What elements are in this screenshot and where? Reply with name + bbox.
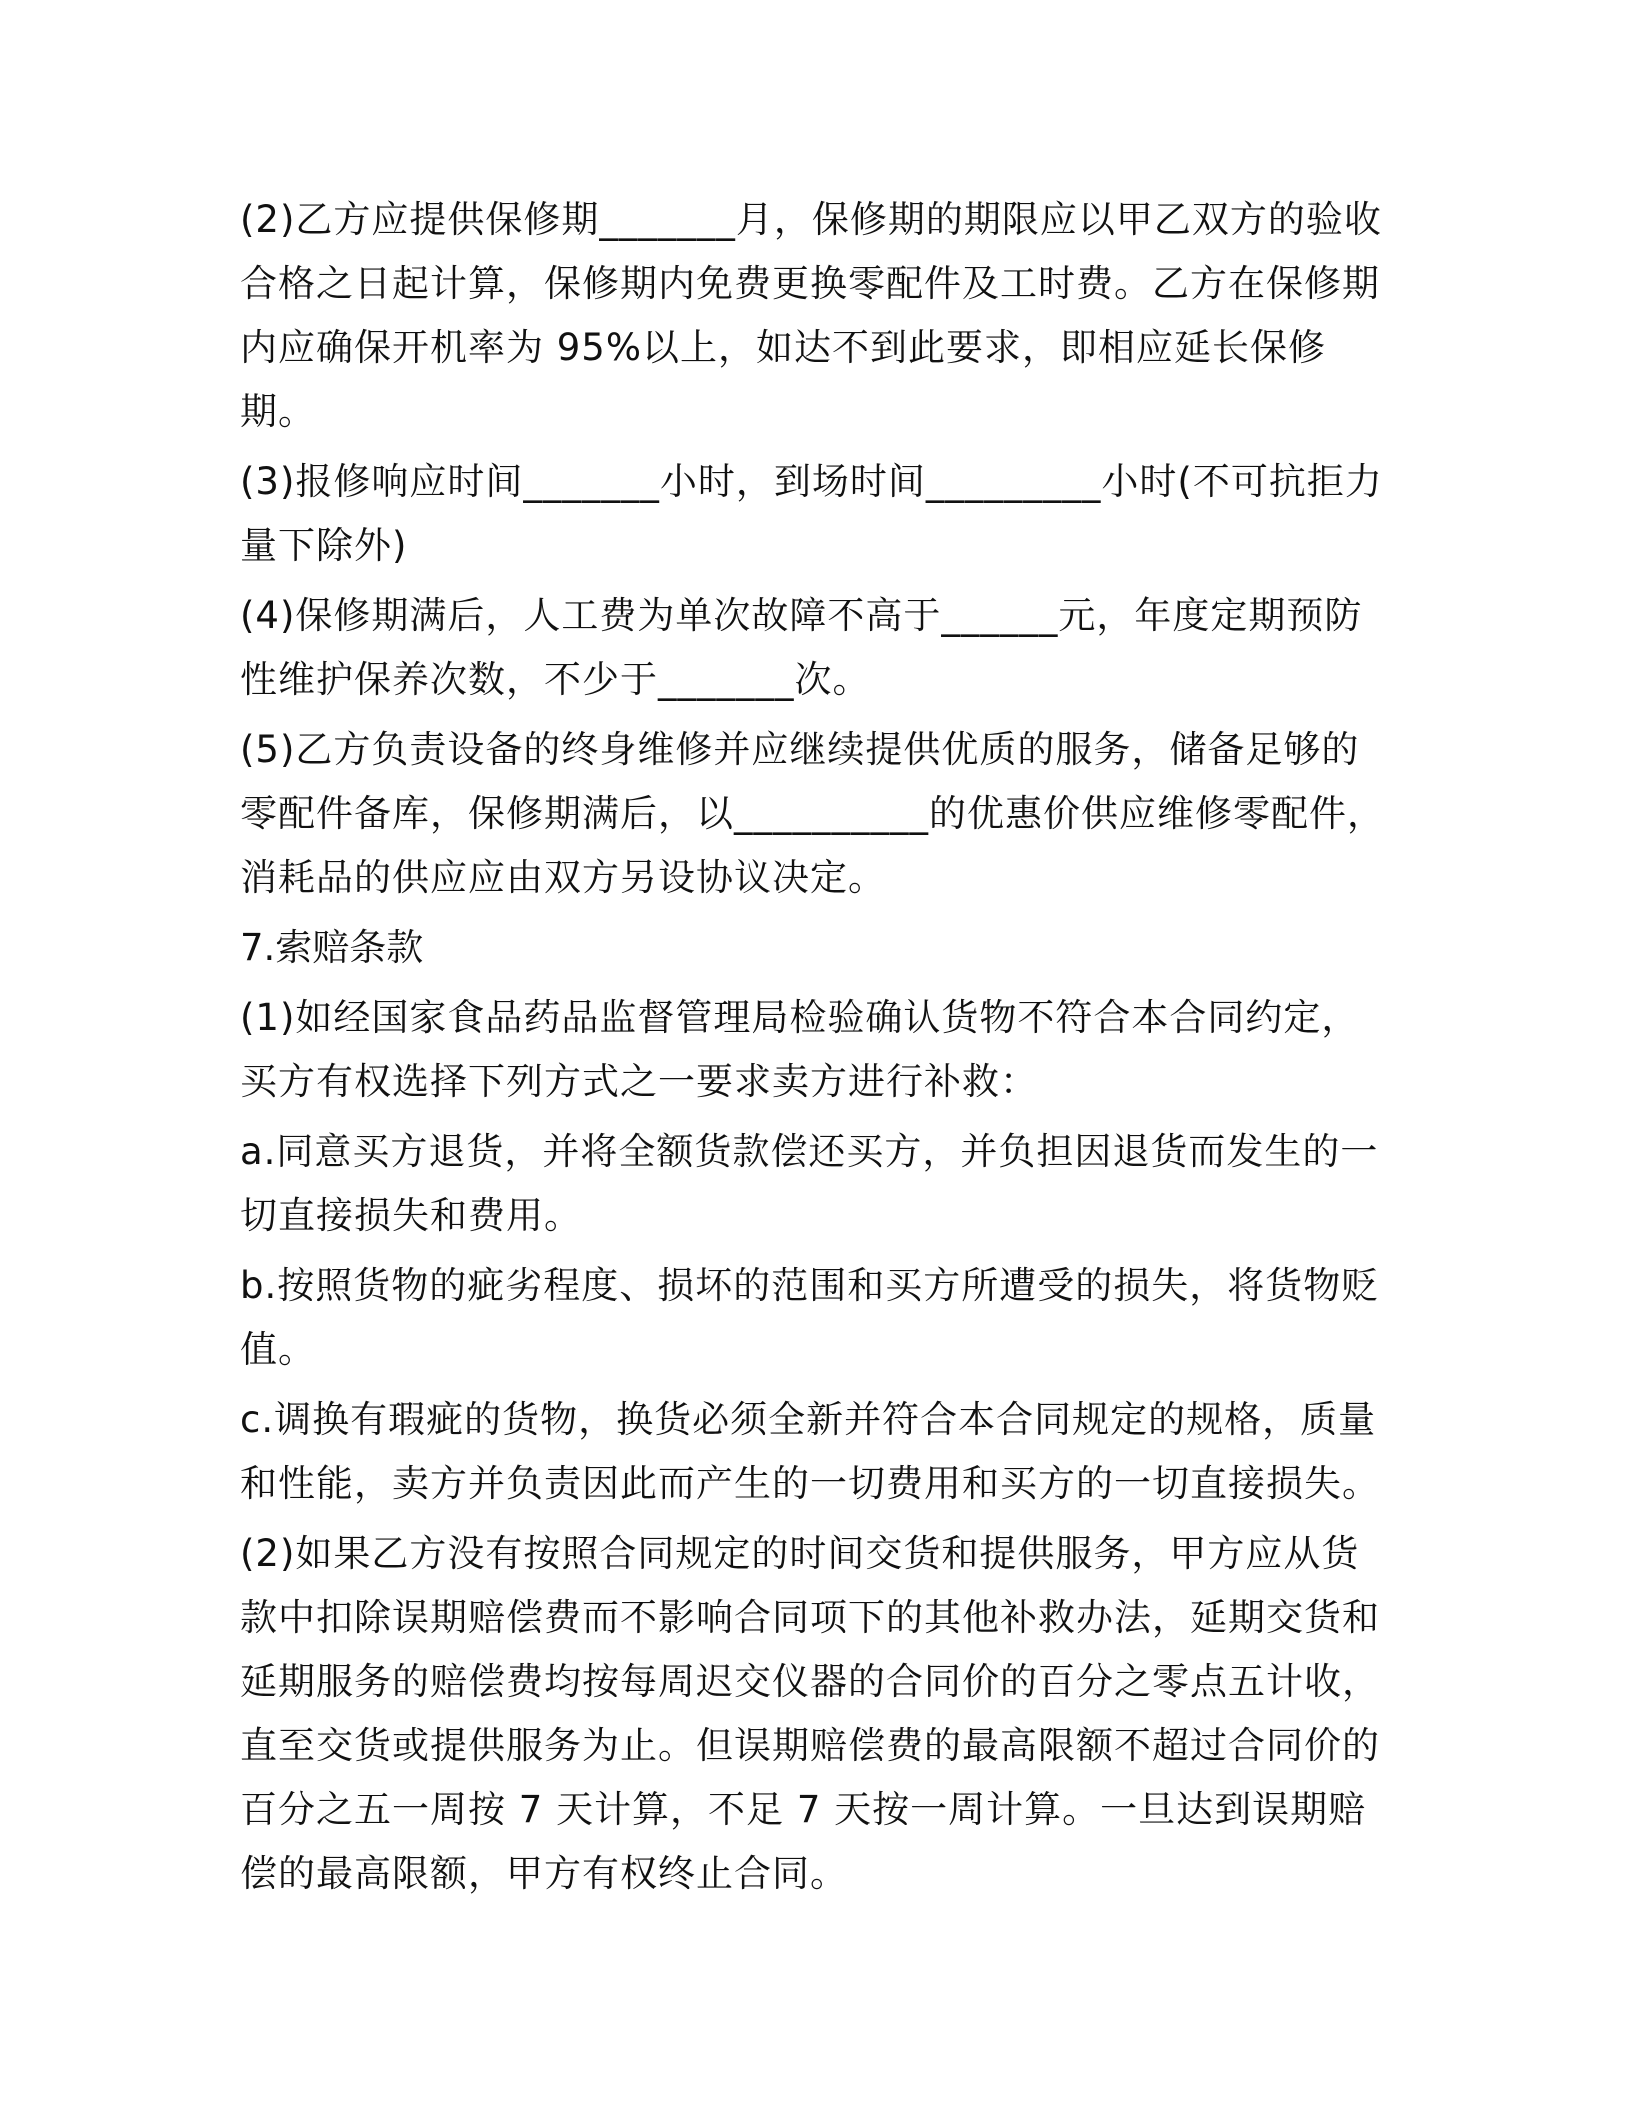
section-heading-claims: 7.索赔条款 — [240, 926, 424, 969]
repair-response-clause: (3)报修响应时间_______小时，到场时间_________小时(不可抗拒力量下除外) — [240, 460, 1383, 567]
claims-clause-2: (2)如果乙方没有按照合同规定的时间交货和提供服务，甲方应从货款中扣除误期赔偿费而不影响合同项下的其他补救办法，延期交货和延期服务的赔偿费均按每周迟交仪器的合同价的百分之零点五计收，直至交货或提供服务为止。但误期赔偿费的最高限额不超过合同价的百分之五一周按 7 天计算，不足 7 天按一周计算。一旦达到误期赔偿的最高限额，甲方有权终止合同。 — [240, 1532, 1380, 1895]
lifetime-maintenance-clause: (5)乙方负责设备的终身维修并应继续提供优质的服务，储备足够的零配件备库，保修期满后，以__________的优惠价供应维修零配件，消耗品的供应应由双方另设协议决定。 — [240, 728, 1385, 899]
remedy-option-b: b.按照货物的疵劣程度、损坏的范围和买方所遭受的损失，将货物贬值。 — [240, 1264, 1380, 1371]
warranty-period-clause: (2)乙方应提供保修期_______月，保修期的期限应以甲乙双方的验收合格之日起计算，保修期内免费更换零配件及工时费。乙方在保修期内应确保开机率为 95%以上，如达不到此要求，即相应延长保修期。 — [240, 198, 1382, 433]
claims-clause-1: (1)如经国家食品药品监督管理局检验确认货物不符合本合同约定，买方有权选择下列方式之一要求卖方进行补救： — [240, 996, 1360, 1103]
post-warranty-labor-clause: (4)保修期满后，人工费为单次故障不高于______元，年度定期预防性维护保养次数，不少于_______次。 — [240, 594, 1363, 701]
remedy-option-c: c.调换有瑕疵的货物，换货必须全新并符合本合同规定的规格，质量和性能，卖方并负责因此而产生的一切费用和买方的一切直接损失。 — [240, 1398, 1380, 1505]
remedy-option-a: a.同意买方退货，并将全额货款偿还买方，并负担因退货而发生的一切直接损失和费用。 — [240, 1130, 1379, 1237]
document-page — [240, 188, 1390, 1912]
